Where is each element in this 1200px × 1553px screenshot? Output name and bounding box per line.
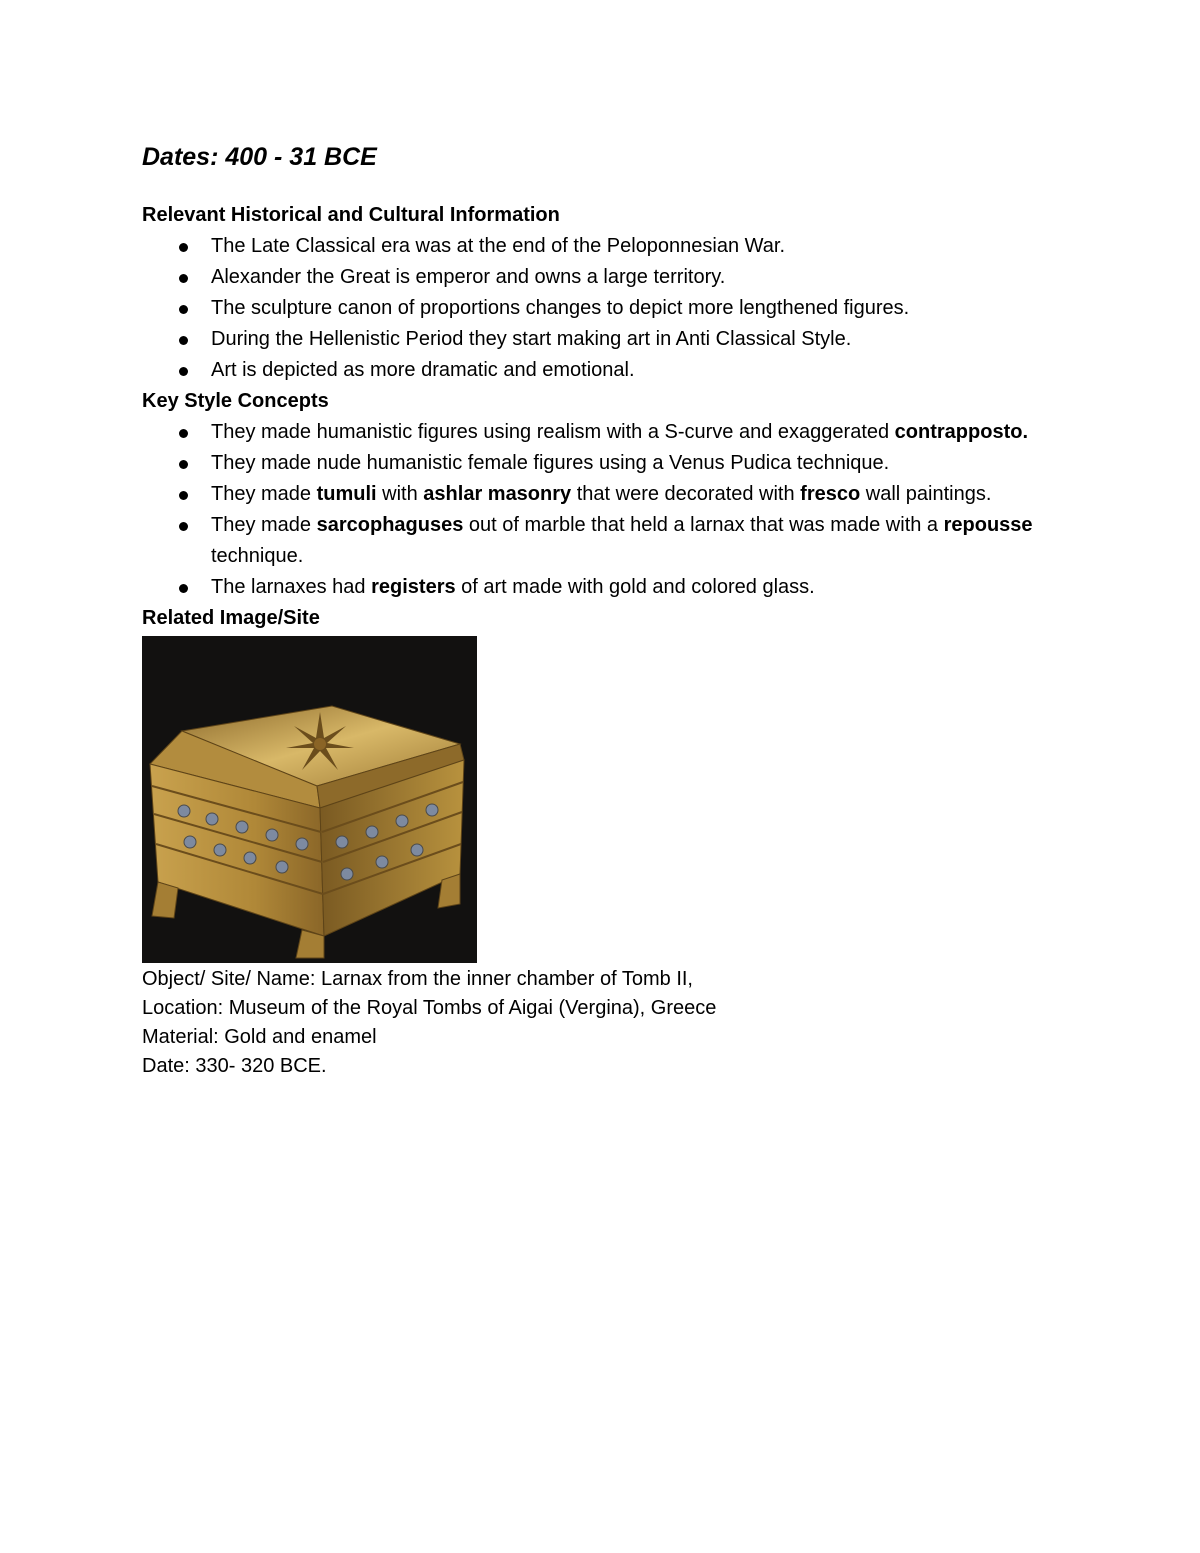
caption-object: Object/ Site/ Name: Larnax from the inner chamber of Tomb II, [142,968,693,990]
bold-term: contrapposto. [894,421,1029,443]
list-item-text: technique. [211,545,304,567]
bullet-dot-icon [179,491,188,500]
list-item-text: of art made with gold and colored glass. [455,576,815,598]
list-item-text: Alexander the Great is emperor and owns a large territory. [211,266,726,288]
bullet-dot-icon [179,429,188,438]
section-heading-related: Related Image/Site [142,607,320,629]
bold-term: tumuli [316,483,377,505]
bullet-dot-icon [179,243,188,252]
section-heading-style: Key Style Concepts [142,390,329,412]
list-item-text: They made humanistic figures using realism with a S-curve and exaggerated [211,421,895,443]
list-item-text: The sculpture canon of proportions changes to depict more lengthened figures. [211,297,910,319]
bullet-dot-icon [179,274,188,283]
list-item-text: that were decorated with [571,483,801,505]
bullet-dot-icon [179,367,188,376]
bold-term: fresco [800,483,861,505]
historical-list [142,231,1062,386]
list-item-text: During the Hellenistic Period they start making art in Anti Classical Style. [211,328,852,350]
bullet-dot-icon [179,336,188,345]
list-item-text: with [376,483,424,505]
section-heading-historical: Relevant Historical and Cultural Information [142,204,560,226]
document-page [142,138,1062,1081]
list-item-text: out of marble that held a larnax that was made with a [463,514,944,536]
list-item-text: wall paintings. [860,483,992,505]
style-list [142,417,1062,603]
bullet-dot-icon [179,460,188,469]
bullet-dot-icon [179,584,188,593]
list-item [142,479,1062,510]
list-item [142,448,1062,479]
list-item [142,293,1062,324]
list-item [142,324,1062,355]
list-item [142,417,1062,448]
bold-term: sarcophaguses [316,514,464,536]
larnax-illustration [142,636,477,963]
bullet-dot-icon [179,522,188,531]
list-item [142,231,1062,262]
list-item-text: They made [211,483,317,505]
list-item-text: The Late Classical era was at the end of the Peloponnesian War. [211,235,786,257]
caption-material: Material: Gold and enamel [142,1026,377,1048]
list-item [142,572,1062,603]
caption-location: Location: Museum of the Royal Tombs of Aigai (Vergina), Greece [142,997,717,1019]
bold-term: ashlar masonry [423,483,572,505]
larnax-photo [142,636,477,963]
page-title: Dates: 400 - 31 BCE [142,143,377,171]
list-item [142,510,1062,572]
bold-term: repousse [943,514,1033,536]
list-item [142,262,1062,293]
bold-term: registers [371,576,456,598]
list-item-text: Art is depicted as more dramatic and emotional. [211,359,635,381]
list-item-text: They made nude humanistic female figures using a Venus Pudica technique. [211,452,890,474]
list-item-text: They made [211,514,317,536]
bullet-dot-icon [179,305,188,314]
list-item-text: The larnaxes had [211,576,372,598]
list-item [142,355,1062,386]
caption-date: Date: 330- 320 BCE. [142,1055,327,1077]
